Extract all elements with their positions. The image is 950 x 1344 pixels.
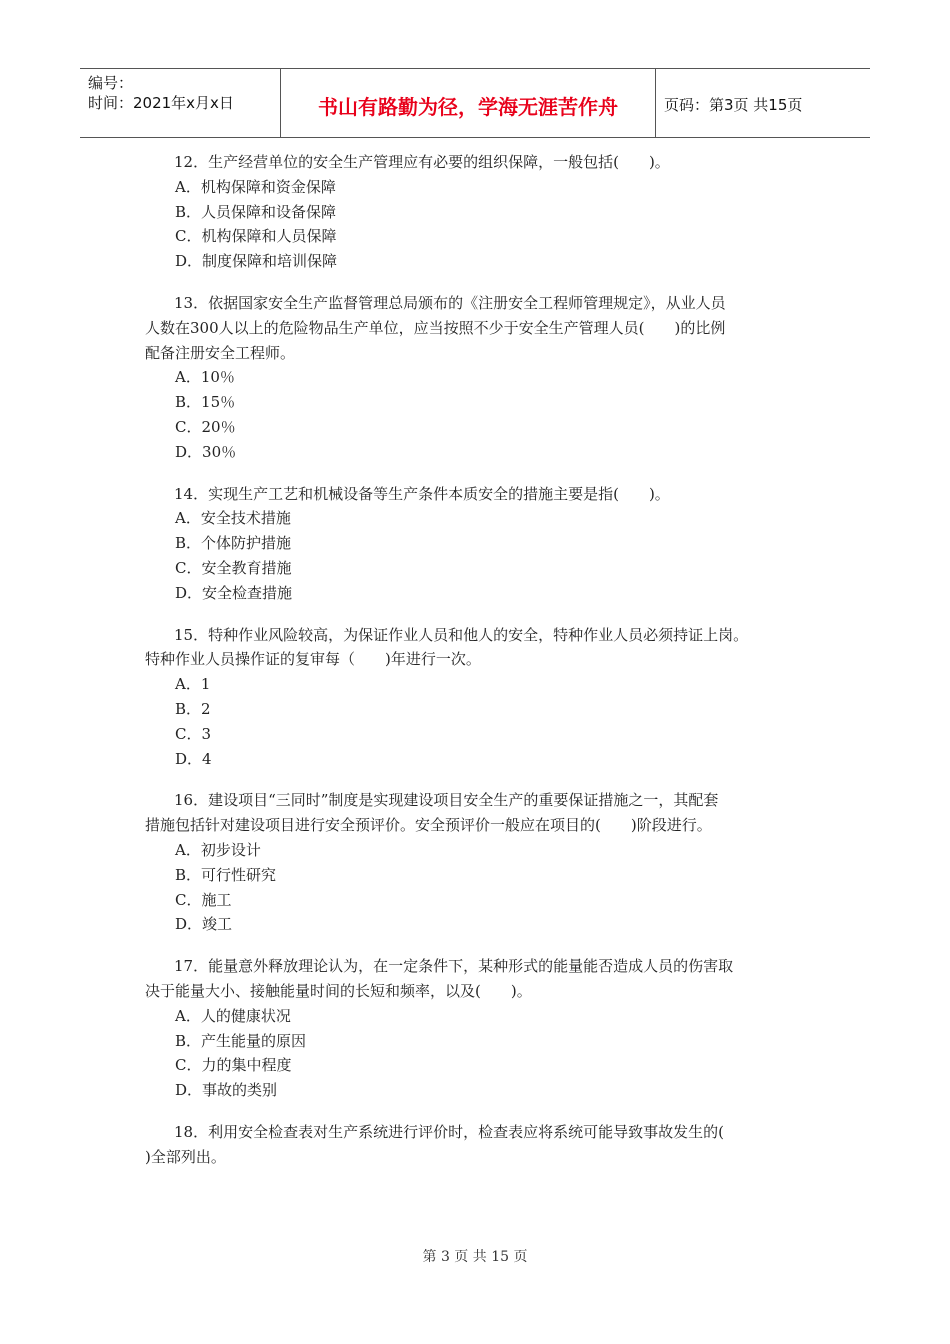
question-text-cont: 特种作业人员操作证的复审每（ )年进行一次。 xyxy=(145,650,481,669)
option-a: A．10％ xyxy=(175,368,235,387)
question-text-cont: )全部列出。 xyxy=(145,1147,226,1166)
question-text: 13．依据国家安全生产监督管理总局颁布的《注册安全工程师管理规定》，从业人员 xyxy=(174,293,726,312)
question-12 xyxy=(145,150,805,274)
question-text-cont: 决于能量大小、接触能量时间的长短和频率，以及( )。 xyxy=(145,981,532,1000)
option-b: B．2 xyxy=(175,699,211,718)
option-d: D．事故的类别 xyxy=(175,1081,278,1100)
question-text: 17．能量意外释放理论认为，在一定条件下，某种形式的能量能否造成人员的伤害取 xyxy=(174,957,734,976)
question-text: 14．实现生产工艺和机械设备等生产条件本质安全的措施主要是指( )。 xyxy=(174,484,670,503)
question-17 xyxy=(145,954,805,1103)
question-text: 12．生产经营单位的安全生产管理应有必要的组织保障，一般包括( )。 xyxy=(174,153,670,171)
motto-text: 书山有路勤为径，学海无涯苦作舟 xyxy=(318,95,618,119)
header-page-cell xyxy=(656,69,870,137)
option-a: A．机构保障和资金保障 xyxy=(175,177,336,196)
option-c: C．20％ xyxy=(175,417,236,436)
question-text: 18．利用安全检查表对生产系统进行评价时，检查表应将系统可能导致事故发生的( xyxy=(174,1122,724,1141)
document-number-label: 编号： xyxy=(88,74,134,92)
header-motto-cell xyxy=(281,69,656,137)
option-b: B．产生能量的原因 xyxy=(175,1031,307,1050)
option-c: C．安全教育措施 xyxy=(175,558,292,577)
option-c: C．施工 xyxy=(175,890,232,909)
question-16 xyxy=(145,788,805,937)
question-13 xyxy=(145,291,805,465)
question-18 xyxy=(145,1120,805,1170)
option-d: D．30％ xyxy=(175,442,237,461)
option-a: A．人的健康状况 xyxy=(175,1006,291,1025)
page-footer: 第 3 页 共 15 页 xyxy=(422,1249,528,1265)
option-b: B．15％ xyxy=(175,393,236,412)
option-b: B．可行性研究 xyxy=(175,865,277,884)
option-a: A．1 xyxy=(175,675,211,694)
header-info-cell xyxy=(80,69,281,137)
question-15 xyxy=(145,623,805,772)
option-b: B．个体防护措施 xyxy=(175,534,292,553)
question-text-cont: 措施包括针对建设项目进行安全预评价。安全预评价一般应在项目的( )阶段进行。 xyxy=(145,816,712,835)
question-text-cont: 人数在300人以上的危险物品生产单位，应当按照不少于安全生产管理人员( )的比例 xyxy=(145,318,726,337)
option-a: A．安全技术措施 xyxy=(175,509,291,528)
question-text: 15．特种作业风险较高，为保证作业人员和他人的安全，特种作业人员必须持证上岗。 xyxy=(174,625,749,644)
option-d: D．制度保障和培训保障 xyxy=(175,252,338,271)
option-a: A．初步设计 xyxy=(175,840,261,859)
option-b: B．人员保障和设备保障 xyxy=(175,202,337,221)
question-14 xyxy=(145,482,805,606)
option-d: D．安全检查措施 xyxy=(175,583,293,602)
question-text: 16．建设项目“三同时”制度是实现建设项目安全生产的重要保证措施之一，其配套 xyxy=(174,791,719,810)
page-header xyxy=(80,68,870,138)
option-c: C．机构保障和人员保障 xyxy=(175,227,337,246)
option-d: D．竣工 xyxy=(175,915,233,934)
question-text-cont: 配备注册安全工程师。 xyxy=(145,343,296,362)
question-list xyxy=(145,150,805,1186)
option-c: C．3 xyxy=(175,724,212,743)
option-c: C．力的集中程度 xyxy=(175,1056,292,1075)
option-d: D．4 xyxy=(175,749,212,768)
document-date-label: 时间：2021年x月x日 xyxy=(88,94,234,112)
header-page-label: 页码：第3页 共15页 xyxy=(664,96,803,114)
